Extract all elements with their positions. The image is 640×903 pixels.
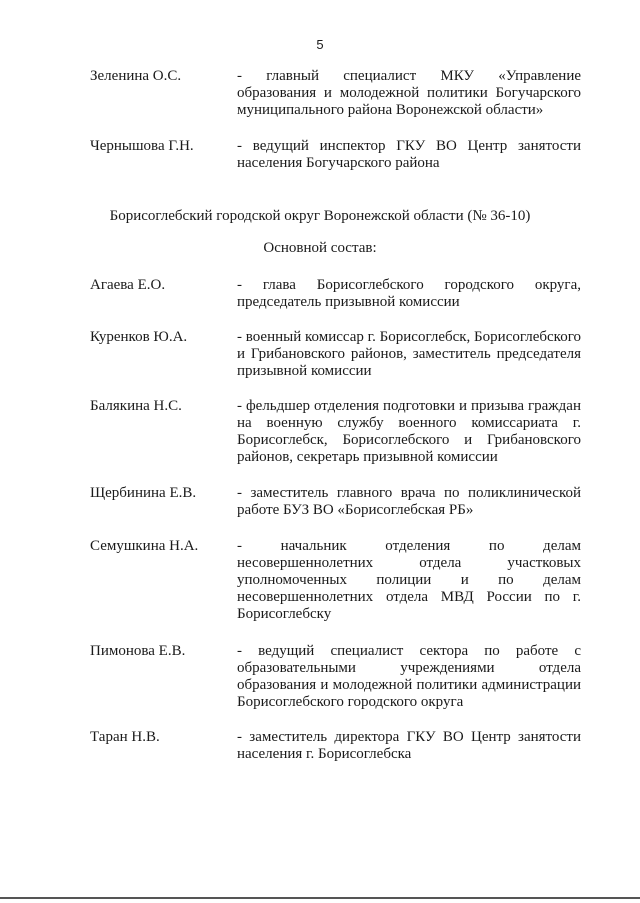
member-description: - ведущий специалист сектора по работе с образовательными учреждениями отдела образования и молодежной политики администрации Борисоглебского городского округа: [237, 643, 581, 710]
member-name: Семушкина Н.А.: [90, 538, 199, 554]
page-bottom-rule: [0, 897, 640, 899]
member-description: - ведущий инспектор ГКУ ВО Центр занятости населения Богучарского района: [237, 138, 581, 171]
member-description: - заместитель главного врача по поликлинической работе БУЗ ВО «Борисоглебская РБ»: [237, 485, 581, 518]
subheading: Основной состав:: [263, 240, 377, 256]
member-name: Таран Н.В.: [90, 729, 160, 745]
section-heading: Борисоглебский городской округ Воронежской области (№ 36-10): [109, 208, 531, 224]
member-name: Агаева Е.О.: [90, 277, 166, 293]
member-description: - начальник отделения по делам несовершеннолетних отдела участковых уполномоченных полиции и по делам несовершеннолетних отдела МВД России по г. Борисоглебску: [237, 538, 581, 622]
member-description: - заместитель директора ГКУ ВО Центр занятости населения г. Борисоглебска: [237, 729, 581, 762]
member-name: Чернышова Г.Н.: [90, 138, 194, 154]
member-name: Зеленина О.С.: [90, 68, 182, 84]
page-number: 5: [316, 37, 324, 52]
member-name: Щербинина Е.В.: [90, 485, 197, 501]
member-description: - фельдшер отделения подготовки и призыва граждан на военную службу военного комиссариата г. Борисоглебск, Борисоглебского и Грибановского районов, секретарь призывной комиссии: [237, 398, 581, 465]
member-name: Куренков Ю.А.: [90, 329, 188, 345]
member-description: - глава Борисоглебского городского округа, председатель призывной комиссии: [237, 277, 581, 310]
member-name: Балякина Н.С.: [90, 398, 182, 414]
member-description: - военный комиссар г. Борисоглебск, Борисоглебского и Грибановского районов, заместитель председателя призывной комиссии: [237, 329, 581, 379]
member-description: - главный специалист МКУ «Управление образования и молодежной политики Богучарского муниципального района Воронежской области»: [237, 68, 581, 118]
member-name: Пимонова Е.В.: [90, 643, 186, 659]
